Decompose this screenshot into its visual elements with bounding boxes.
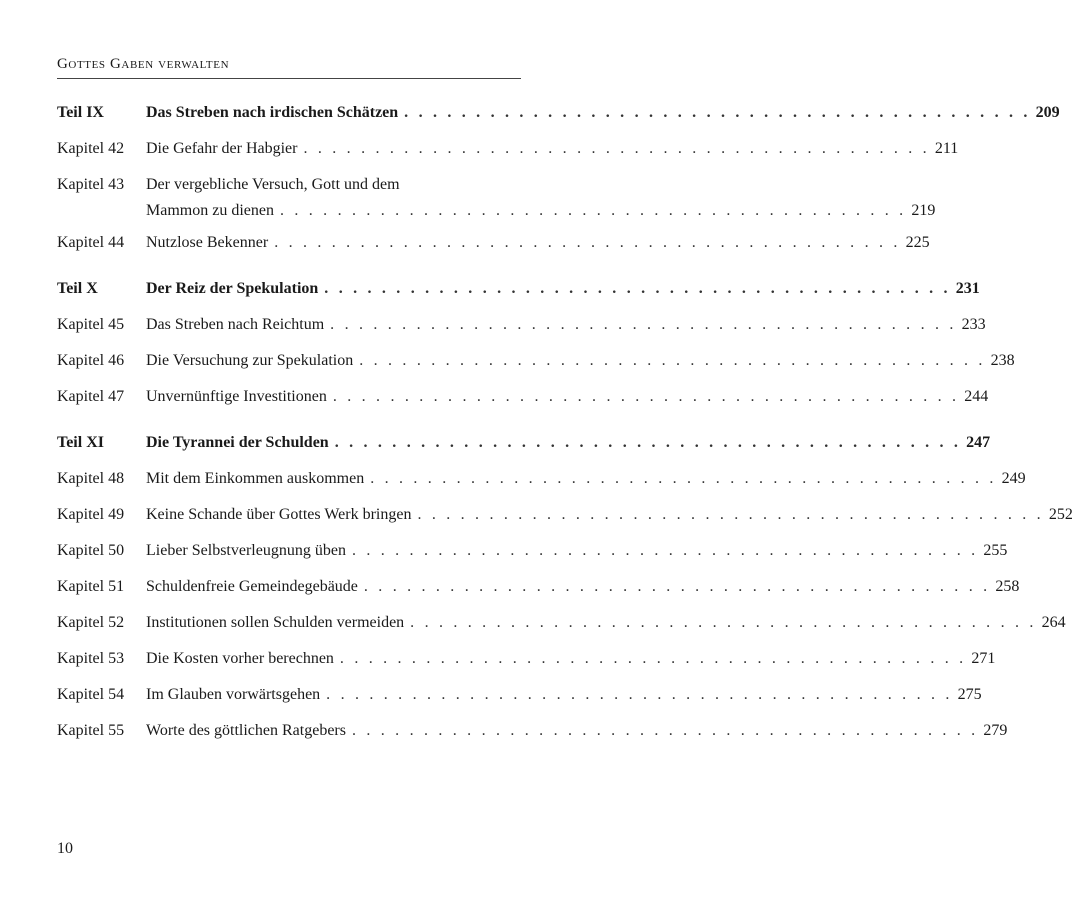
toc-entry-title-line <box>146 312 986 338</box>
toc-entry-page: 249 <box>1001 470 1026 487</box>
toc-entry-title: Keine Schande über Gottes Werk bringen <box>146 506 412 523</box>
toc-leader-dots: . . . . . . . . . . . . . . . . . . . . . . . . . . . . . . . . . . . . . . . . . . . . <box>404 104 1031 121</box>
toc-entry-label: Kapitel 54 <box>57 686 125 703</box>
toc-entry-title: Mit dem Einkommen auskommen <box>146 470 365 487</box>
toc-entry-page: 247 <box>966 434 991 451</box>
toc-entry-title-line <box>146 348 1015 374</box>
toc-leader-dots: . . . . . . . . . . . . . . . . . . . . . . . . . . . . . . . . . . . . . . . . . . . . <box>274 234 901 251</box>
toc-leader-dots: . . . . . . . . . . . . . . . . . . . . . . . . . . . . . . . . . . . . . . . . . . . . <box>279 202 907 219</box>
toc-entry-title-block <box>146 172 936 224</box>
toc-entry-page: 252 <box>1048 506 1073 523</box>
toc-entry-label: Kapitel 42 <box>57 140 125 157</box>
toc-entry-title-line <box>146 276 980 302</box>
toc-entry-page: 255 <box>983 542 1008 559</box>
toc-entry-label: Kapitel 53 <box>57 650 125 667</box>
toc-leader-dots: . . . . . . . . . . . . . . . . . . . . . . . . . . . . . . . . . . . . . . . . . . . . <box>359 352 986 369</box>
toc-entry-title: Das Streben nach Reichtum <box>146 316 325 333</box>
toc-entry-title-line <box>146 682 982 708</box>
toc-entry-title-line <box>146 430 991 456</box>
toc-entry-label: Kapitel 49 <box>57 506 125 523</box>
toc-entry-page: 233 <box>961 316 986 333</box>
toc-entry-title: Der vergebliche Versuch, Gott und dem <box>146 176 400 193</box>
toc-entry-title: Lieber Selbstverleugnung üben <box>146 542 346 559</box>
toc-entry-title-line <box>146 646 996 672</box>
toc-entry-title: Die Kosten vorher berechnen <box>146 650 334 667</box>
toc-entry-title: Nutzlose Bekenner <box>146 234 269 251</box>
toc-entry-title-block <box>146 466 1026 492</box>
toc-entry-label: Teil IX <box>57 104 104 121</box>
toc-entry-title: Der Reiz der Spekulation <box>146 280 319 297</box>
toc-entry-label: Teil XI <box>57 434 104 451</box>
header-rule <box>57 78 521 79</box>
toc-entry-title: Worte des göttlichen Ratgebers <box>146 722 346 739</box>
toc-entry-title-block <box>146 384 989 410</box>
toc-leader-dots: . . . . . . . . . . . . . . . . . . . . . . . . . . . . . . . . . . . . . . . . . . . . <box>363 578 991 595</box>
toc-leader-dots: . . . . . . . . . . . . . . . . . . . . . . . . . . . . . . . . . . . . . . . . . . . . <box>332 388 960 405</box>
toc-entry-title-block <box>146 502 1073 528</box>
toc-entry-title-line <box>146 466 1026 492</box>
toc-entry-label: Kapitel 48 <box>57 470 125 487</box>
toc-entry-title: Die Tyrannei der Schulden <box>146 434 329 451</box>
toc-entry-title: Das Streben nach irdischen Schätzen <box>146 104 399 121</box>
toc-entry-page: 264 <box>1041 614 1066 631</box>
toc-entry-title: Mammon zu dienen <box>146 202 274 219</box>
toc-leader-dots: . . . . . . . . . . . . . . . . . . . . . . . . . . . . . . . . . . . . . . . . . . . . <box>303 140 930 157</box>
toc-entry-label: Kapitel 45 <box>57 316 125 333</box>
toc-entry-title-line <box>146 136 959 162</box>
toc-entry-title-line <box>146 198 936 224</box>
toc-entry-title-line <box>146 718 1008 744</box>
toc-entry-title-block <box>146 312 986 338</box>
toc-entry-title-line <box>146 384 989 410</box>
toc-entry-label: Kapitel 44 <box>57 234 125 251</box>
toc-entry-page: 279 <box>983 722 1008 739</box>
toc-entry-page: 238 <box>990 352 1015 369</box>
toc-entry-label: Kapitel 43 <box>57 176 125 193</box>
toc-leader-dots: . . . . . . . . . . . . . . . . . . . . . . . . . . . . . . . . . . . . . . . . . . . . <box>370 470 997 487</box>
toc-leader-dots: . . . . . . . . . . . . . . . . . . . . . . . . . . . . . . . . . . . . . . . . . . . . <box>417 506 1044 523</box>
toc-entry-page: 209 <box>1035 104 1060 121</box>
toc-entry-title-block <box>146 136 959 162</box>
toc-leader-dots: . . . . . . . . . . . . . . . . . . . . . . . . . . . . . . . . . . . . . . . . . . . . <box>330 316 957 333</box>
toc-leader-dots: . . . . . . . . . . . . . . . . . . . . . . . . . . . . . . . . . . . . . . . . . . . . <box>334 434 962 451</box>
toc-entry-title-line <box>146 172 524 198</box>
toc-entry-title: Unvernünftige Investitionen <box>146 388 327 405</box>
toc-entry-title-block <box>146 718 1008 744</box>
toc-entry-label: Kapitel 47 <box>57 388 125 405</box>
toc-entry-page: 258 <box>995 578 1020 595</box>
toc-leader-dots: . . . . . . . . . . . . . . . . . . . . . . . . . . . . . . . . . . . . . . . . . . . . <box>351 722 979 739</box>
toc-entry-page: 275 <box>957 686 982 703</box>
running-header: Gottes Gaben verwalten <box>57 56 230 72</box>
toc-entry-page: 244 <box>964 388 989 405</box>
toc-entry-label: Kapitel 46 <box>57 352 125 369</box>
toc-leader-dots: . . . . . . . . . . . . . . . . . . . . . . . . . . . . . . . . . . . . . . . . . . . . <box>326 686 953 703</box>
toc-leader-dots: . . . . . . . . . . . . . . . . . . . . . . . . . . . . . . . . . . . . . . . . . . . . <box>324 280 951 297</box>
toc-entry-title: Die Gefahr der Habgier <box>146 140 298 157</box>
toc-entry-title: Schuldenfreie Gemeindegebäude <box>146 578 358 595</box>
toc-entry-title-line <box>146 230 930 256</box>
toc-entry-title-line <box>146 538 1008 564</box>
page-number: 10 <box>57 840 73 857</box>
toc-entry-page: 225 <box>905 234 930 251</box>
toc-entry-label: Kapitel 55 <box>57 722 125 739</box>
toc-entry-title-block <box>146 348 1015 374</box>
toc-entry-title-line <box>146 502 1073 528</box>
toc-entry-page: 211 <box>934 140 959 157</box>
toc-entry-title-block <box>146 430 991 456</box>
toc-entry-title: Institutionen sollen Schulden vermeiden <box>146 614 405 631</box>
toc-entry-title-block <box>146 574 1020 600</box>
toc-entry-label: Kapitel 51 <box>57 578 125 595</box>
toc-entry-title-block <box>146 682 982 708</box>
toc-entry-title-line <box>146 610 1066 636</box>
toc-entry-page: 271 <box>971 650 996 667</box>
toc-entry-title: Die Versuchung zur Spekulation <box>146 352 354 369</box>
toc-entry-page: 231 <box>955 280 980 297</box>
toc-entry-title-block <box>146 100 1060 126</box>
toc-entry-title-block <box>146 538 1008 564</box>
toc-entry-title-block <box>146 610 1066 636</box>
toc-entry-title-line <box>146 100 1060 126</box>
toc-entry-title: Im Glauben vorwärtsgehen <box>146 686 321 703</box>
toc-entry-page: 219 <box>911 202 936 219</box>
toc-leader-dots: . . . . . . . . . . . . . . . . . . . . . . . . . . . . . . . . . . . . . . . . . . . . <box>410 614 1037 631</box>
toc-entry-label: Teil X <box>57 280 98 297</box>
toc-entry-title-block <box>146 276 980 302</box>
toc-entry-title-block <box>146 230 930 256</box>
toc-leader-dots: . . . . . . . . . . . . . . . . . . . . . . . . . . . . . . . . . . . . . . . . . . . . <box>351 542 979 559</box>
toc-leader-dots: . . . . . . . . . . . . . . . . . . . . . . . . . . . . . . . . . . . . . . . . . . . . <box>339 650 967 667</box>
toc-entry-label: Kapitel 50 <box>57 542 125 559</box>
toc-entry-title-line <box>146 574 1020 600</box>
toc-entry-label: Kapitel 52 <box>57 614 125 631</box>
toc-entry-title-block <box>146 646 996 672</box>
